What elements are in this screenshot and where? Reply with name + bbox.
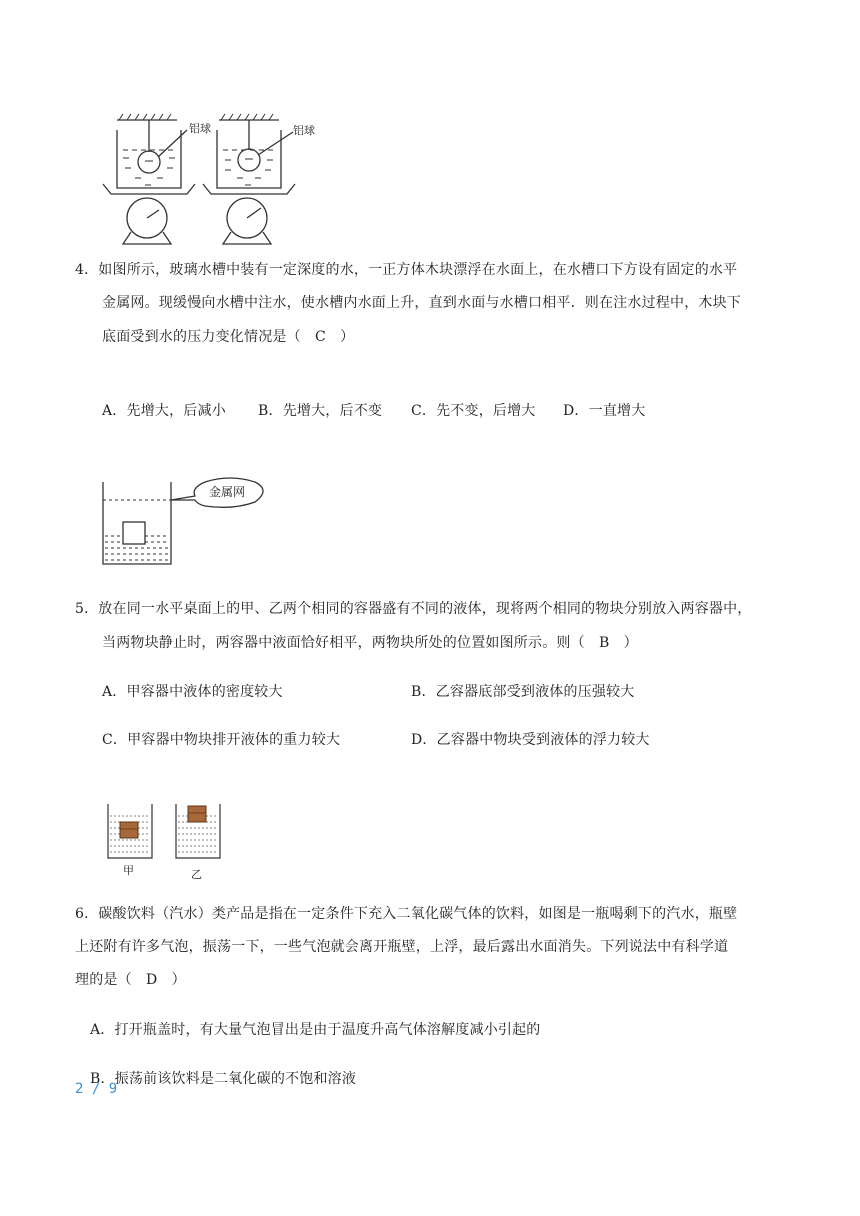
q4-stem-line-1: 4．如图所示，玻璃水槽中装有一定深度的水，一正方体木块漂浮在水面上，在水槽口下方设有固定的水平 xyxy=(75,262,738,278)
q5-option-d: D．乙容器中物块受到液体的浮力较大 xyxy=(411,732,650,748)
q4-option-a: A．先增大，后减小 xyxy=(102,403,226,419)
q4-stem-line-2: 金属网。现缓慢向水槽中注水，使水槽内水面上升，直到水面与水槽口相平．则在注水过程中，木块下 xyxy=(102,295,741,311)
q5-label-yi: 乙 xyxy=(191,868,202,881)
q6-option-b: B．振荡前该饮料是二氧化碳的不饱和溶液 xyxy=(90,1071,357,1087)
q3-label-right: 铝球 xyxy=(293,124,315,137)
page-indicator: 2 / 9 xyxy=(75,1081,118,1097)
q4-option-b: B．先增大，后不变 xyxy=(258,403,383,419)
q4-stem-line-3: 底面受到水的压力变化情况是（ C ） xyxy=(102,329,355,345)
q4-figure xyxy=(95,470,275,570)
q3-figure xyxy=(95,110,325,250)
q4-option-c: C．先不变，后增大 xyxy=(411,403,536,419)
q6-option-a: A．打开瓶盖时，有大量气泡冒出是由于温度升高气体溶解度减小引起的 xyxy=(90,1022,541,1038)
q4-option-d: D．一直增大 xyxy=(563,403,646,419)
q5-option-a: A．甲容器中液体的密度较大 xyxy=(102,684,283,700)
q4-figure-label: 金属网 xyxy=(209,485,246,499)
q5-option-b: B．乙容器底部受到液体的压强较大 xyxy=(411,684,635,700)
q5-option-c: C．甲容器中物块排开液体的重力较大 xyxy=(102,732,341,748)
q3-label-left: 铝球 xyxy=(189,122,211,135)
q6-stem-line-3: 理的是（ D ） xyxy=(75,972,186,988)
q6-stem-line-2: 上还附有许多气泡，振荡一下，一些气泡就会离开瓶壁，上浮，最后露出水面消失。下列说法中有科学道 xyxy=(75,939,729,955)
q5-figure xyxy=(100,800,240,882)
q5-label-jia: 甲 xyxy=(123,864,134,877)
q5-stem-line-2: 当两物块静止时，两容器中液面恰好相平，两物块所处的位置如图所示。则（ B ） xyxy=(102,635,638,651)
q5-stem-line-1: 5．放在同一水平桌面上的甲、乙两个相同的容器盛有不同的液体，现将两个相同的物块分别放入两容器中， xyxy=(75,601,752,617)
q6-stem-line-1: 6．碳酸饮料（汽水）类产品是指在一定条件下充入二氧化碳气体的饮料，如图是一瓶喝剩下的汽水，瓶壁 xyxy=(75,906,738,922)
